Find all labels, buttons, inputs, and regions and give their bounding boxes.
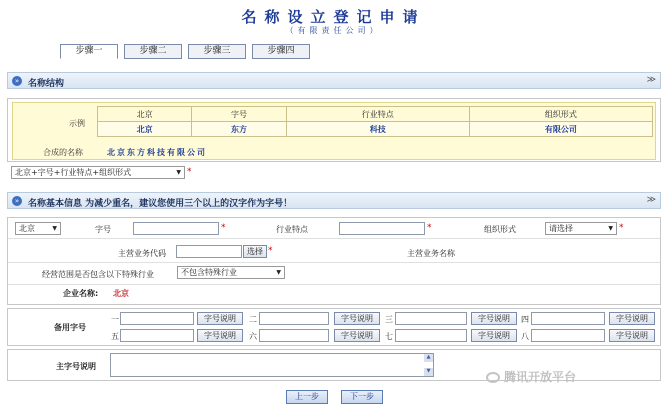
industry-label: 行业特点 bbox=[276, 225, 308, 234]
backup-name-input-7[interactable] bbox=[395, 329, 467, 342]
backup-name-input-1[interactable] bbox=[120, 312, 194, 325]
wechat-icon bbox=[486, 372, 500, 383]
example-value-cell: 科技 bbox=[286, 122, 469, 137]
section-header-name-structure bbox=[7, 72, 661, 89]
example-panel bbox=[12, 102, 656, 160]
main-desc-label: 主字号说明 bbox=[56, 362, 96, 371]
prev-step-button[interactable]: 上一步 bbox=[286, 390, 328, 404]
org-form-select-value: 请选择 bbox=[549, 224, 573, 233]
next-step-button[interactable]: 下一步 bbox=[341, 390, 383, 404]
special-industry-label: 经营范围是否包含以下特殊行业 bbox=[42, 270, 154, 279]
zihao-desc-button-4[interactable]: 字号说明 bbox=[609, 312, 655, 325]
enterprise-name-value: 北京 bbox=[113, 289, 129, 298]
chevron-down-icon: ▼ bbox=[276, 269, 281, 276]
example-value-cell: 北京 bbox=[98, 122, 192, 137]
chevron-down-icon: ▼ bbox=[176, 169, 181, 176]
combined-name-value: 北京东方科技有限公司 bbox=[107, 148, 207, 157]
example-header-cell: 北京 bbox=[98, 107, 192, 122]
example-value-cell: 东方 bbox=[192, 122, 286, 137]
scroll-up-icon[interactable]: ▲ bbox=[424, 354, 433, 362]
row-divider bbox=[8, 284, 660, 285]
structure-select-value: 北京+字号+行业特点+组织形式 bbox=[15, 168, 132, 177]
backup-num: 五 bbox=[111, 332, 119, 341]
zihao-desc-button-5[interactable]: 字号说明 bbox=[197, 329, 243, 342]
special-industry-select[interactable] bbox=[177, 266, 285, 279]
business-code-input[interactable] bbox=[176, 245, 242, 258]
collapse-icon[interactable]: ≫ bbox=[646, 195, 656, 205]
chevron-down-icon: ▼ bbox=[52, 225, 57, 232]
backup-name-input-6[interactable] bbox=[259, 329, 329, 342]
backup-names-label: 备用字号 bbox=[54, 323, 86, 332]
row-divider bbox=[8, 238, 660, 239]
tab-step-3[interactable]: 步骤三 bbox=[188, 44, 246, 59]
page-subtitle: （有限责任公司） bbox=[285, 26, 382, 35]
row-divider bbox=[8, 262, 660, 263]
zihao-input[interactable] bbox=[133, 222, 219, 235]
enterprise-name-label: 企业名称: bbox=[63, 289, 99, 298]
example-header-cell: 组织形式 bbox=[469, 107, 652, 122]
required-mark: * bbox=[221, 223, 226, 233]
backup-num: 三 bbox=[385, 315, 393, 324]
collapse-icon[interactable]: ≫ bbox=[646, 75, 656, 85]
chevron-down-icon: ▼ bbox=[608, 225, 613, 232]
required-mark: * bbox=[427, 223, 432, 233]
required-mark: * bbox=[187, 167, 192, 177]
tab-step-1[interactable]: 步骤一 bbox=[60, 44, 118, 59]
region-select-value: 北京 bbox=[19, 224, 35, 233]
zihao-desc-button-2[interactable]: 字号说明 bbox=[334, 312, 380, 325]
example-header-cell: 行业特点 bbox=[286, 107, 469, 122]
zihao-label: 字号 bbox=[95, 225, 111, 234]
example-table bbox=[97, 106, 653, 137]
section-header-basic-info bbox=[7, 192, 661, 209]
backup-name-input-3[interactable] bbox=[395, 312, 467, 325]
combined-name-label: 合成的名称 bbox=[43, 148, 83, 157]
backup-num: 八 bbox=[521, 332, 529, 341]
scroll-down-icon[interactable]: ▼ bbox=[424, 368, 433, 376]
backup-num: 四 bbox=[521, 315, 529, 324]
required-mark: * bbox=[268, 246, 273, 256]
backup-name-input-8[interactable] bbox=[531, 329, 605, 342]
zihao-desc-button-3[interactable]: 字号说明 bbox=[471, 312, 517, 325]
special-industry-select-value: 不包含特殊行业 bbox=[181, 268, 237, 277]
required-mark: * bbox=[619, 223, 624, 233]
section-title: 名称基本信息 为减少重名，建议您使用三个以上的汉字作为字号！ bbox=[28, 199, 293, 209]
zihao-desc-button-1[interactable]: 字号说明 bbox=[197, 312, 243, 325]
backup-num: 二 bbox=[249, 315, 257, 324]
structure-select[interactable] bbox=[11, 166, 185, 179]
example-header-cell: 字号 bbox=[192, 107, 286, 122]
backup-name-input-5[interactable] bbox=[120, 329, 194, 342]
watermark bbox=[486, 368, 576, 385]
industry-input[interactable] bbox=[339, 222, 425, 235]
backup-num: 七 bbox=[385, 332, 393, 341]
org-form-label: 组织形式 bbox=[484, 225, 516, 234]
zihao-desc-button-8[interactable]: 字号说明 bbox=[609, 329, 655, 342]
region-select[interactable] bbox=[15, 222, 61, 235]
main-desc-textarea[interactable] bbox=[110, 353, 434, 377]
zihao-desc-button-6[interactable]: 字号说明 bbox=[334, 329, 380, 342]
backup-num: 六 bbox=[249, 332, 257, 341]
backup-name-input-4[interactable] bbox=[531, 312, 605, 325]
watermark-text: 腾讯开放平台 bbox=[504, 370, 577, 384]
arrow-circle-icon: » bbox=[12, 76, 22, 86]
tab-step-4[interactable]: 步骤四 bbox=[252, 44, 310, 59]
arrow-circle-icon: » bbox=[12, 196, 22, 206]
section-title: 名称结构 bbox=[28, 79, 65, 89]
org-form-select[interactable] bbox=[545, 222, 617, 235]
example-label: 示例 bbox=[69, 119, 85, 128]
backup-num: 一 bbox=[111, 315, 119, 324]
backup-name-input-2[interactable] bbox=[259, 312, 329, 325]
page-title: 名称设立登记申请 bbox=[241, 8, 426, 26]
zihao-desc-button-7[interactable]: 字号说明 bbox=[471, 329, 517, 342]
example-value-cell: 有限公司 bbox=[469, 122, 652, 137]
step-tabs bbox=[60, 44, 310, 59]
choose-button[interactable]: 选择 bbox=[243, 245, 267, 258]
name-structure-panel bbox=[7, 98, 661, 162]
business-code-label: 主营业务代码 bbox=[118, 249, 166, 258]
business-name-label: 主营业务名称 bbox=[407, 249, 455, 258]
tab-step-2[interactable]: 步骤二 bbox=[124, 44, 182, 59]
